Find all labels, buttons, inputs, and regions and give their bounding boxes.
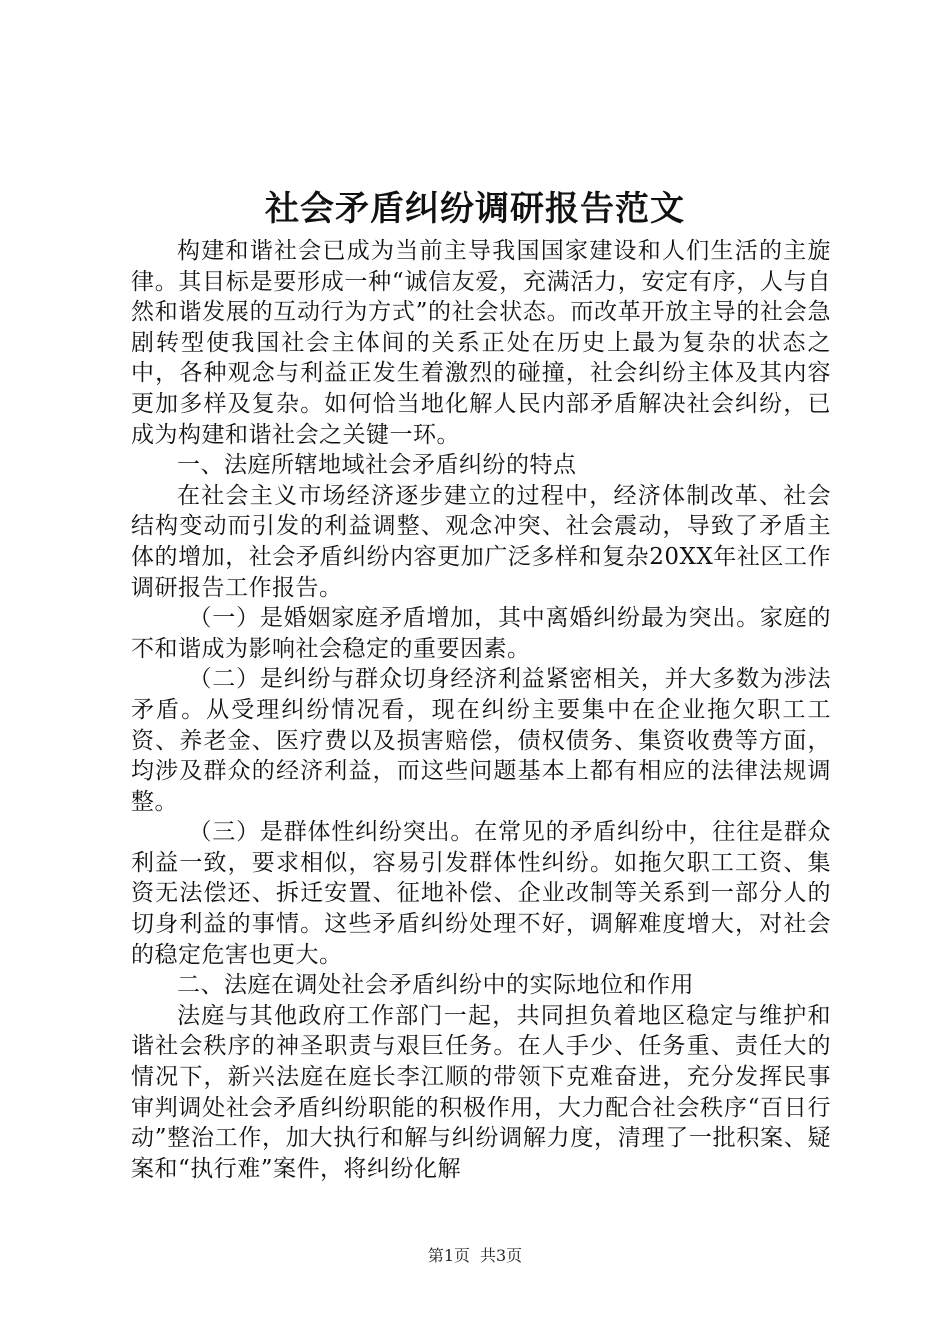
document-body: [131, 236, 831, 1184]
paragraph-point-3: （三）是群体性纠纷突出。在常见的矛盾纠纷中，往往是群众利益一致，要求相似，容易引发群体性纠纷。如拖欠职工工资、集资无法偿还、拆迁安置、征地补偿、企业改制等关系到一部分人的切身利益的事情。这些矛盾纠纷处理不好，调解难度增大，对社会的稳定危害也更大。: [131, 819, 831, 968]
paragraph-section-1: 在社会主义市场经济逐步建立的过程中，经济体制改革、社会结构变动而引发的利益调整、观念冲突、社会震动，导致了矛盾主体的增加，社会矛盾纠纷内容更加广泛多样和复杂20XX年社区工作调研报告工作报告。: [131, 482, 831, 601]
paragraph-point-1: （一）是婚姻家庭矛盾增加，其中离婚纠纷最为突出。家庭的不和谐成为影响社会稳定的重要因素。: [131, 605, 831, 662]
section-heading-2: 二、法庭在调处社会矛盾纠纷中的实际地位和作用: [177, 972, 694, 999]
paragraph-intro: 构建和谐社会已成为当前主导我国国家建设和人们生活的主旋律。其目标是要形成一种“诚信友爱，充满活力，安定有序，人与自然和谐发展的互动行为方式”的社会状态。而改革开放主导的社会急剧转型使我国社会主体间的关系正处在历史上最为复杂的状态之中，各种观念与利益正发生着激烈的碰撞，社会纠纷主体及其内容更加多样及复杂。如何恰当地化解人民内部矛盾解决社会纠纷，已成为构建和谐社会之关键一环。: [131, 238, 831, 448]
paragraph-section-2: 法庭与其他政府工作部门一起，共同担负着地区稳定与维护和谐社会秩序的神圣职责与艰巨任务。在人手少、任务重、责任大的情况下，新兴法庭在庭长李江顺的带领下克难奋进，充分发挥民事审判调处社会矛盾纠纷职能的积极作用，大力配合社会秩序“百日行动”整治工作，加大执行和解与纠纷调解力度，清理了一批积案、疑案和“执行难”案件，将纠纷化解: [131, 1002, 831, 1182]
section-heading-1: 一、法庭所辖地域社会矛盾纠纷的特点: [177, 452, 577, 479]
paragraph-point-2: （二）是纠纷与群众切身经济利益紧密相关，并大多数为涉法矛盾。从受理纠纷情况看，现在纠纷主要集中在企业拖欠职工工资、养老金、医疗费以及损害赔偿，债权债务、集资收费等方面，均涉及群众的经济利益，而这些问题基本上都有相应的法律法规调整。: [131, 666, 831, 815]
page-footer: [0, 1244, 950, 1268]
page-number: 第1页: [427, 1246, 470, 1265]
document-title: 社会矛盾纠纷调研报告范文: [265, 189, 685, 229]
page-total: 共3页: [480, 1246, 523, 1265]
